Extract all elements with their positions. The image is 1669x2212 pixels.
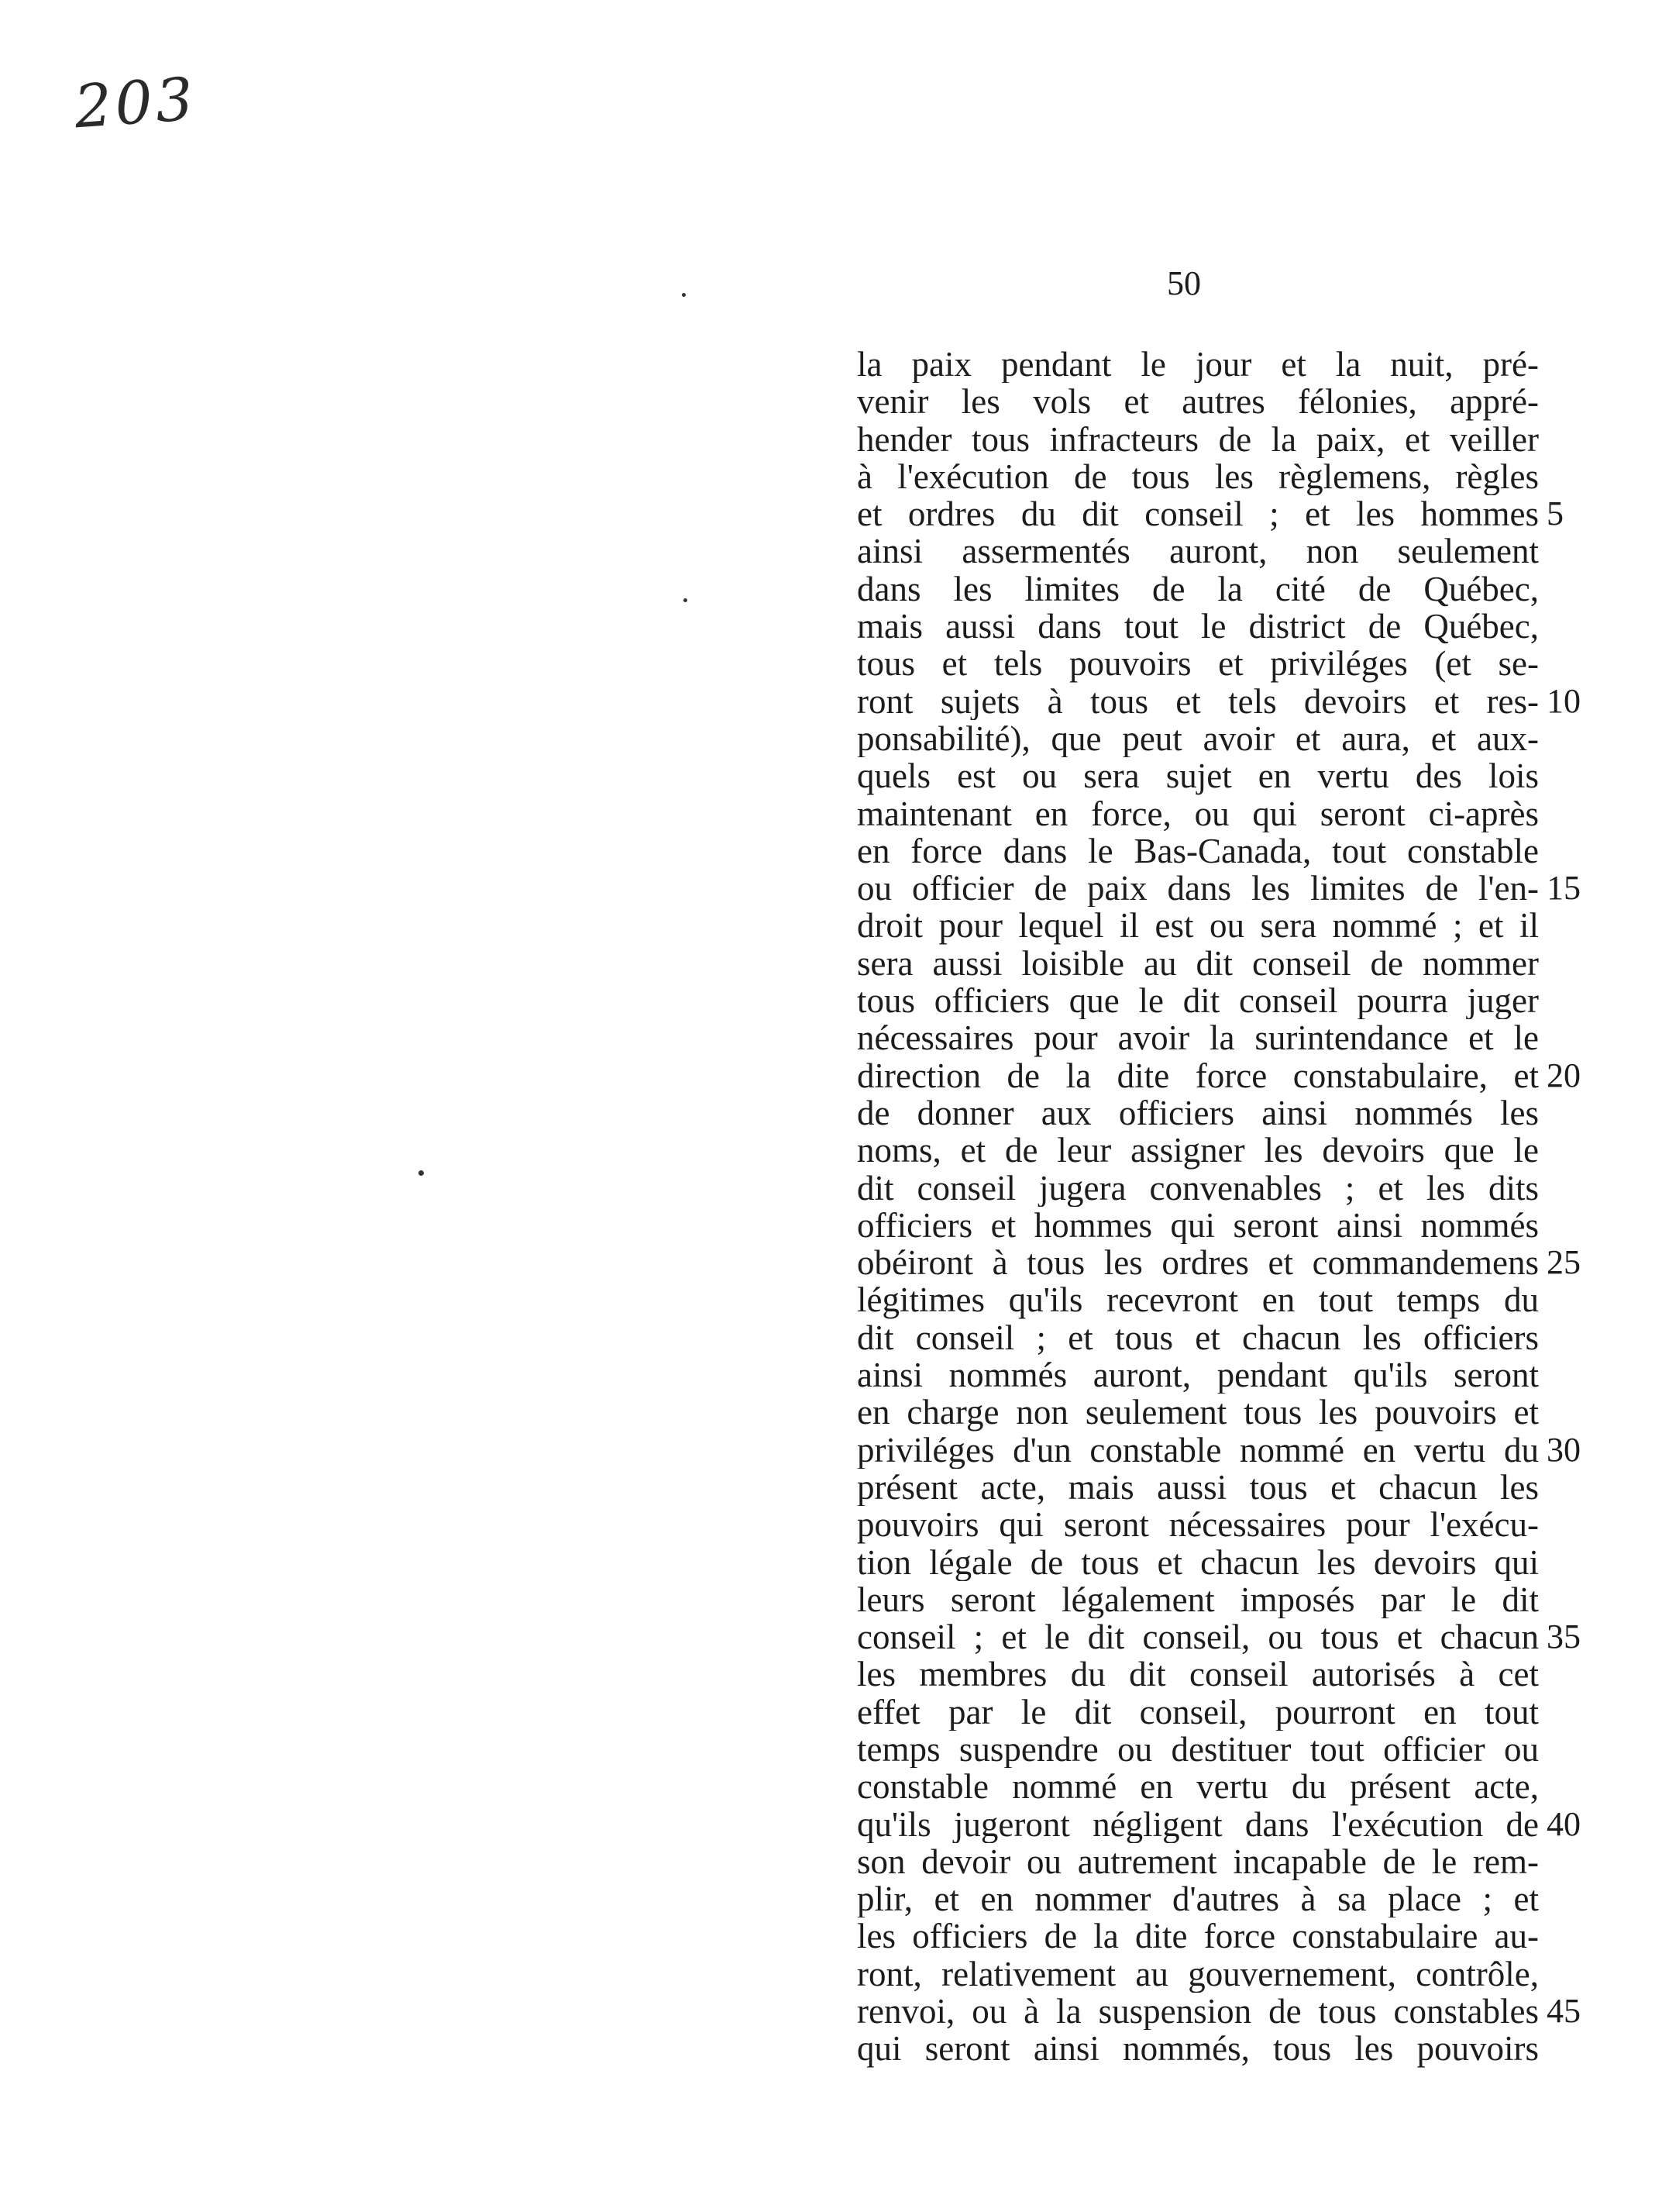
text-line: en charge non seulement tous les pouvoirs et: [857, 1394, 1539, 1432]
text-line: qu'ils jugeront négligent dans l'exécution de: [857, 1805, 1539, 1843]
paper-speck: [683, 598, 687, 602]
text-line: dit conseil jugera convenables ; et les dits: [857, 1169, 1539, 1207]
handwritten-folio-number: 203: [72, 64, 198, 142]
text-line: dit conseil ; et tous et chacun les officiers: [857, 1318, 1539, 1357]
text-line: dans les limites de la cité de Québec,: [857, 570, 1539, 608]
text-line: temps suspendre ou destituer tout officier ou: [857, 1730, 1539, 1769]
margin-line-number: 45: [1547, 1992, 1581, 2031]
text-line: direction de la dite force constabulaire, et: [857, 1056, 1539, 1094]
body-text-column: [857, 346, 1539, 2068]
text-line: quels est ou sera sujet en vertu des lois: [857, 757, 1539, 795]
margin-line-number: 5: [1547, 494, 1564, 533]
text-line: obéiront à tous les ordres et commandemens: [857, 1244, 1539, 1282]
text-line: conseil ; et le dit conseil, ou tous et chacun: [857, 1618, 1539, 1656]
text-line: légitimes qu'ils recevront en tout temps du: [857, 1281, 1539, 1319]
text-line: de donner aux officiers ainsi nommés les: [857, 1094, 1539, 1132]
margin-line-number: 40: [1547, 1804, 1581, 1843]
text-line: en force dans le Bas-Canada, tout constable: [857, 832, 1539, 870]
text-line: les membres du dit conseil autorisés à cet: [857, 1656, 1539, 1693]
text-line: tion légale de tous et chacun les devoirs qui: [857, 1543, 1539, 1581]
text-line: ainsi nommés auront, pendant qu'ils seront: [857, 1356, 1539, 1394]
text-line: tous officiers que le dit conseil pourra juger: [857, 982, 1539, 1020]
margin-line-number: 35: [1547, 1618, 1581, 1656]
text-line: ront sujets à tous et tels devoirs et res-: [857, 682, 1539, 720]
text-line: son devoir ou autrement incapable de le rem-: [857, 1842, 1539, 1881]
text-line: priviléges d'un constable nommé en vertu du: [857, 1431, 1539, 1469]
text-line: tous et tels pouvoirs et priviléges (et se-: [857, 645, 1539, 683]
text-line: à l'exécution de tous les règlemens, règles: [857, 457, 1539, 496]
margin-line-number: 30: [1547, 1430, 1581, 1469]
text-line: nécessaires pour avoir la surintendance et le: [857, 1019, 1539, 1057]
text-line: effet par le dit conseil, pourront en tout: [857, 1693, 1539, 1731]
text-line: ponsabilité), que peut avoir et aura, et aux-: [857, 719, 1539, 758]
text-line: renvoi, ou à la suspension de tous constables: [857, 1993, 1539, 2031]
text-line: ront, relativement au gouvernement, contrôle,: [857, 1955, 1539, 1993]
text-line: pouvoirs qui seront nécessaires pour l'exécu-: [857, 1506, 1539, 1544]
text-line: ainsi assermentés auront, non seulement: [857, 532, 1539, 570]
text-line: constable nommé en vertu du présent acte,: [857, 1768, 1539, 1806]
text-line: droit pour lequel il est ou sera nommé ; et il: [857, 907, 1539, 945]
text-line: leurs seront légalement imposés par le dit: [857, 1580, 1539, 1619]
text-line: sera aussi loisible au dit conseil de nommer: [857, 944, 1539, 983]
text-line: plir, et en nommer d'autres à sa place ; et: [857, 1880, 1539, 1918]
margin-line-number: 20: [1547, 1056, 1581, 1094]
paper-speck: [682, 293, 686, 297]
margin-line-number: 25: [1547, 1243, 1581, 1282]
text-line: maintenant en force, ou qui seront ci-après: [857, 794, 1539, 832]
text-line: officiers et hommes qui seront ainsi nommés: [857, 1206, 1539, 1245]
text-line: la paix pendant le jour et la nuit, pré-: [857, 346, 1539, 384]
margin-line-number: 15: [1547, 869, 1581, 908]
text-line: qui seront ainsi nommés, tous les pouvoirs: [857, 2030, 1539, 2068]
text-line: présent acte, mais aussi tous et chacun les: [857, 1468, 1539, 1507]
text-line: noms, et de leur assigner les devoirs que le: [857, 1132, 1539, 1170]
text-line: mais aussi dans tout le district de Québec,: [857, 608, 1539, 646]
page-number: 50: [1167, 264, 1201, 302]
paper-speck: [418, 1170, 424, 1176]
text-line: hender tous infracteurs de la paix, et veiller: [857, 420, 1539, 458]
text-line: ou officier de paix dans les limites de l'en-: [857, 870, 1539, 908]
text-line: et ordres du dit conseil ; et les hommes: [857, 495, 1539, 533]
text-line: venir les vols et autres félonies, appré-: [857, 383, 1539, 421]
text-line: les officiers de la dite force constabulaire au-: [857, 1917, 1539, 1955]
margin-line-number: 10: [1547, 681, 1581, 720]
